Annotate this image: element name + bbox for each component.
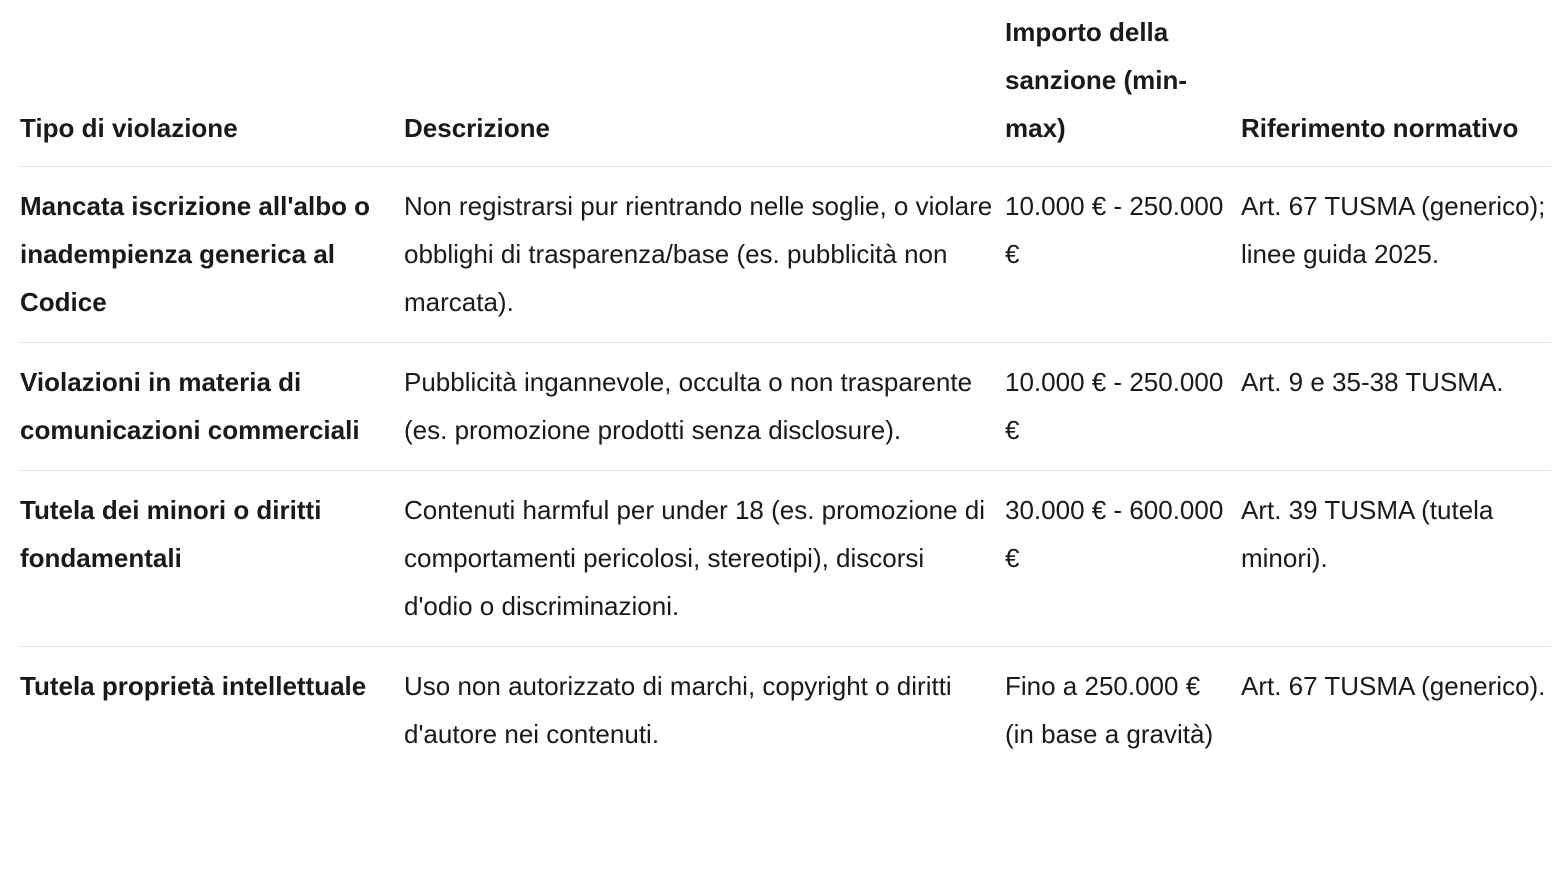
cell-description: Uso non autorizzato di marchi, copyright o diritti d'autore nei contenuti.: [404, 671, 952, 749]
table-row: [20, 647, 1551, 775]
table-row: [20, 167, 1551, 343]
cell-violation-type: Mancata iscrizione all'albo o inadempienza generica al Codice: [20, 167, 404, 343]
cell-legal-reference: Art. 9 e 35-38 TUSMA.: [1241, 343, 1551, 471]
header-violation-type: Tipo di violazione: [20, 8, 404, 167]
cell-description: Contenuti harmful per under 18 (es. promozione di comportamenti pericolosi, stereotipi), discorsi d'odio o discriminazioni.: [404, 471, 1005, 647]
cell-description: Pubblicità ingannevole, occulta o non trasparente (es. promozione prodotti senza disclosure).: [404, 343, 1005, 471]
header-description: Descrizione: [404, 8, 1005, 167]
cell-violation-type: Tutela dei minori o diritti fondamentali: [20, 471, 404, 647]
cell-violation-type: Tutela proprietà intellettuale: [20, 671, 367, 701]
sanctions-table: [20, 8, 1551, 774]
table-row: [20, 471, 1551, 647]
header-legal-reference: Riferimento normativo: [1241, 8, 1551, 167]
cell-legal-reference: Art. 67 TUSMA (generico); linee guida 2025.: [1241, 167, 1551, 343]
cell-sanction-amount: 10.000 € - 250.000 €: [1005, 343, 1241, 471]
cell-description: Non registrarsi pur rientrando nelle soglie, o violare obblighi di trasparenza/base (es. pubblicità non marcata).: [404, 167, 1005, 343]
cell-legal-reference: Art. 39 TUSMA (tutela minori).: [1241, 471, 1551, 647]
cell-sanction-amount: Fino a 250.000 € (in base a gravità): [1005, 671, 1214, 749]
table-row: [20, 343, 1551, 471]
table-header-row: [20, 8, 1551, 167]
cell-violation-type: Violazioni in materia di comunicazioni commerciali: [20, 343, 404, 471]
cell-sanction-amount: 10.000 € - 250.000 €: [1005, 167, 1241, 343]
cell-sanction-amount: 30.000 € - 600.000 €: [1005, 471, 1241, 647]
cell-legal-reference: Art. 67 TUSMA (generico).: [1241, 671, 1546, 701]
header-sanction-amount: Importo della sanzione (min-max): [1005, 8, 1241, 167]
